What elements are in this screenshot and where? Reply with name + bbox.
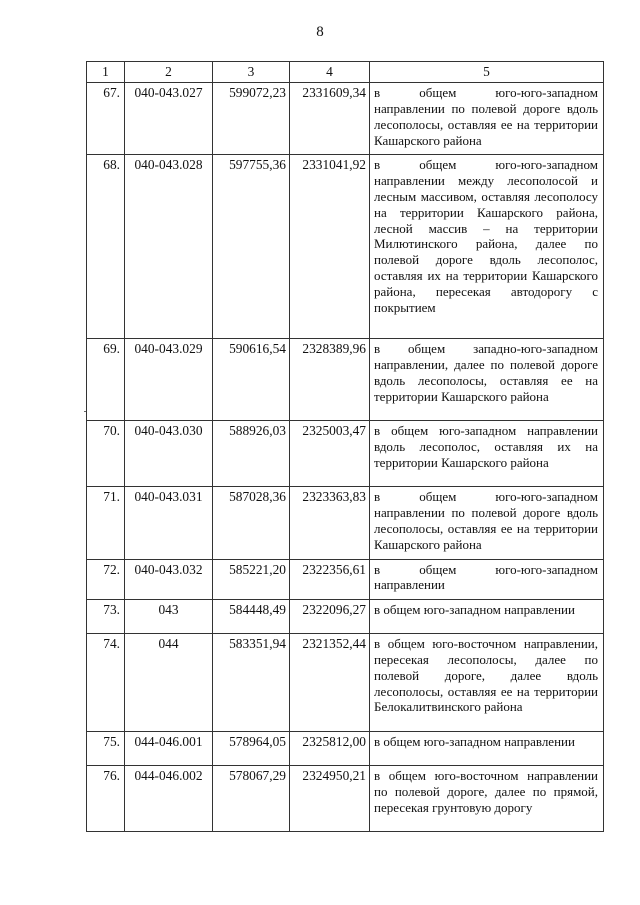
- point-code-cell: 044-046.002: [125, 766, 213, 832]
- header-cell-4: 4: [290, 62, 370, 83]
- row-number-cell: 74.: [87, 634, 125, 732]
- direction-description-cell: в общем юго-юго-западном направлении: [370, 559, 604, 600]
- point-code-cell: 040-043.029: [125, 339, 213, 421]
- direction-description-cell: в общем западно-юго-западном направлении, далее по полевой дороге вдоль лесополосы, оставляя ее на территории Кашарского района: [370, 339, 604, 421]
- table-row: [87, 155, 604, 339]
- table-row: [87, 487, 604, 559]
- point-code-cell: 043: [125, 600, 213, 634]
- point-code-cell: 040-043.032: [125, 559, 213, 600]
- point-code-cell: 044: [125, 634, 213, 732]
- table-row: [87, 339, 604, 421]
- row-number-cell: 73.: [87, 600, 125, 634]
- direction-description-cell: в общем юго-западном направлении: [370, 732, 604, 766]
- table-body: [87, 83, 604, 832]
- point-code-cell: 040-043.028: [125, 155, 213, 339]
- header-cell-5: 5: [370, 62, 604, 83]
- y-coordinate-cell: 2324950,21: [290, 766, 370, 832]
- table-row: [87, 732, 604, 766]
- direction-description-cell: в общем юго-западном направлении: [370, 600, 604, 634]
- point-code-cell: 044-046.001: [125, 732, 213, 766]
- row-number-cell: 71.: [87, 487, 125, 559]
- direction-description-cell: в общем юго-юго-западном направлении по полевой дороге вдоль лесополосы, оставляя ее на территории Кашарского района: [370, 83, 604, 155]
- y-coordinate-cell: 2322356,61: [290, 559, 370, 600]
- header-cell-1: 1: [87, 62, 125, 83]
- x-coordinate-cell: 588926,03: [213, 421, 290, 487]
- header-cell-2: 2: [125, 62, 213, 83]
- row-number-cell: 72.: [87, 559, 125, 600]
- direction-description-cell: в общем юго-восточном направлении, пересекая лесополосы, далее по полевой дороге, далее вдоль лесополосы, оставляя ее на территории Белокалитвинского района: [370, 634, 604, 732]
- table-row: [87, 766, 604, 832]
- x-coordinate-cell: 578067,29: [213, 766, 290, 832]
- x-coordinate-cell: 584448,49: [213, 600, 290, 634]
- row-number-cell: 67.: [87, 83, 125, 155]
- direction-description-cell: в общем юго-юго-западном направлении по полевой дороге вдоль лесополосы, оставляя ее на территории Кашарского района: [370, 487, 604, 559]
- x-coordinate-cell: 578964,05: [213, 732, 290, 766]
- y-coordinate-cell: 2323363,83: [290, 487, 370, 559]
- row-number-cell: 76.: [87, 766, 125, 832]
- y-coordinate-cell: 2328389,96: [290, 339, 370, 421]
- x-coordinate-cell: 599072,23: [213, 83, 290, 155]
- table-row: [87, 421, 604, 487]
- direction-description-cell: в общем юго-восточном направлении по полевой дороге, далее по прямой, пересекая грунтовую дорогу: [370, 766, 604, 832]
- x-coordinate-cell: 583351,94: [213, 634, 290, 732]
- row-number-cell: 75.: [87, 732, 125, 766]
- direction-description-cell: в общем юго-западном направлении вдоль лесополос, оставляя их на территории Кашарского района: [370, 421, 604, 487]
- x-coordinate-cell: 590616,54: [213, 339, 290, 421]
- header-cell-3: 3: [213, 62, 290, 83]
- y-coordinate-cell: 2321352,44: [290, 634, 370, 732]
- boundary-points-table: [86, 61, 604, 832]
- y-coordinate-cell: 2331609,34: [290, 83, 370, 155]
- row-number-cell: 70.: [87, 421, 125, 487]
- x-coordinate-cell: 585221,20: [213, 559, 290, 600]
- y-coordinate-cell: 2325812,00: [290, 732, 370, 766]
- page-number: 8: [316, 24, 324, 40]
- x-coordinate-cell: 587028,36: [213, 487, 290, 559]
- table-row: [87, 600, 604, 634]
- table-row: [87, 83, 604, 155]
- y-coordinate-cell: 2325003,47: [290, 421, 370, 487]
- point-code-cell: 040-043.027: [125, 83, 213, 155]
- row-number-cell: 68.: [87, 155, 125, 339]
- x-coordinate-cell: 597755,36: [213, 155, 290, 339]
- y-coordinate-cell: 2331041,92: [290, 155, 370, 339]
- row-number-cell: 69.: [87, 339, 125, 421]
- point-code-cell: 040-043.031: [125, 487, 213, 559]
- point-code-cell: 040-043.030: [125, 421, 213, 487]
- direction-description-cell: в общем юго-юго-западном направлении между лесополосой и лесным массивом, оставляя лесополосу на территории Кашарского района, лесной массив – на территории Милютинского района, далее по полевой дороге вдоль лесополос, оставляя их на территории Кашарского района, пересекая автодорогу с покрытием: [370, 155, 604, 339]
- y-coordinate-cell: 2322096,27: [290, 600, 370, 634]
- table-row: [87, 634, 604, 732]
- table-row: [87, 559, 604, 600]
- table-header-row: [87, 62, 604, 83]
